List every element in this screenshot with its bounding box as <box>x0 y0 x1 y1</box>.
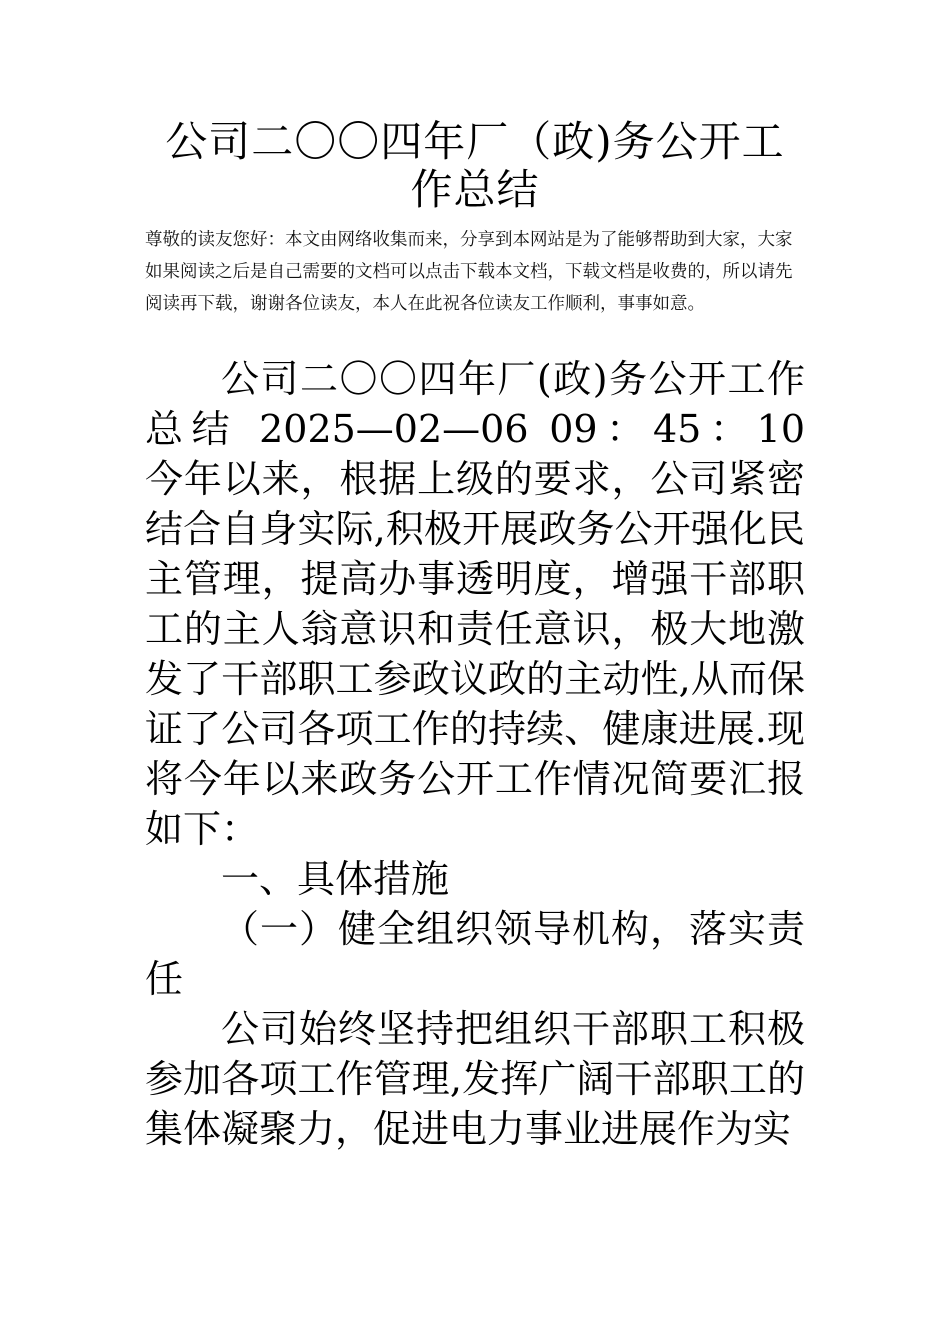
document-page <box>145 117 882 1154</box>
paragraph-intro: 公司二〇〇四年厂(政)务公开工作总结 2025—02—06 09：45：10 今年以来，根据上级的要求，公司紧密结合自身实际,积极开展政务公开强化民主管理，提高办事透明度，增强干部职工的主人翁意识和责任意识，极大地激发了干部职工参政议政的主动性,从而保证了公司各项工作的持续、健康进展.现将今年以来政务公开工作情况简要汇报如下： <box>145 357 882 851</box>
subsection-heading: （一）健全组织领导机构，落实责任 <box>145 907 805 1001</box>
paragraph-body: 公司始终坚持把组织干部职工积极参加各项工作管理,发挥广阔干部职工的集体凝聚力，促进电力事业进展作为实 <box>145 1007 805 1151</box>
document-body <box>145 354 882 1154</box>
document-title: 公司二〇〇四年厂（政)务公开工作总结 <box>165 117 785 214</box>
section-heading: 一、具体措施 <box>221 857 450 901</box>
reader-notice: 尊敬的读友您好：本文由网络收集而来，分享到本网站是为了能够帮助到大家，大家如果阅读之后是自己需要的文档可以点击下载本文档，下载文档是收费的，所以请先阅读再下载，谢谢各位读友，本人在此祝各位读友工作顺利，事事如意。 <box>145 230 793 314</box>
